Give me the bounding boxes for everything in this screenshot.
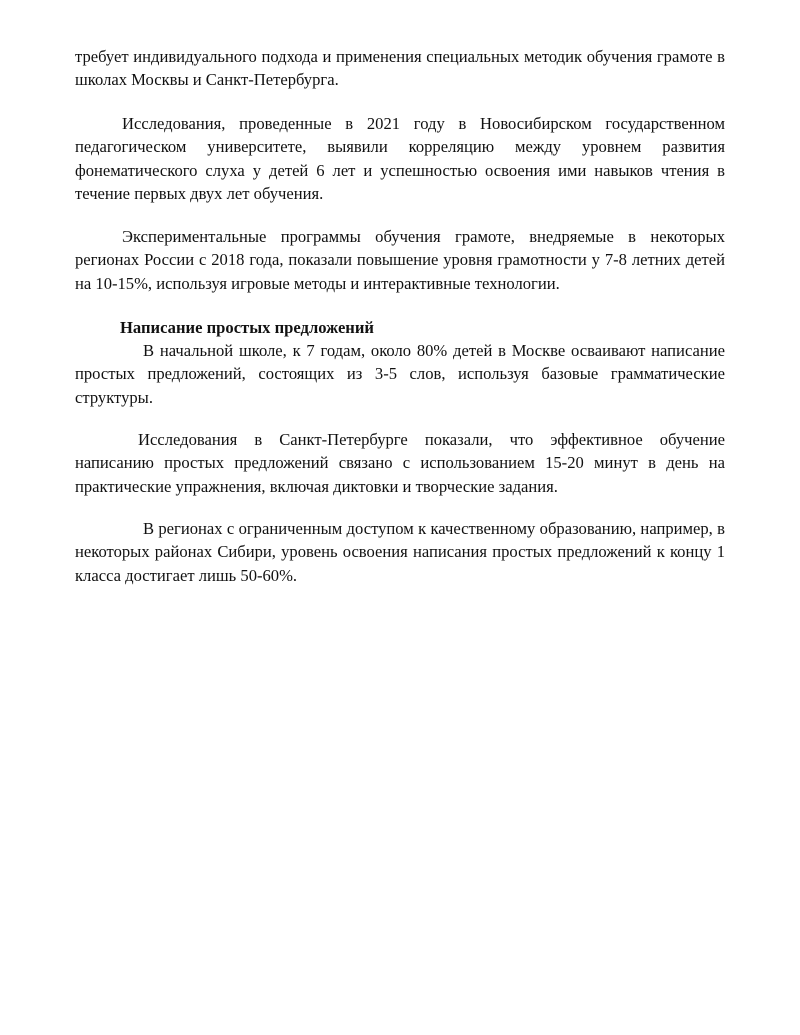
paragraph-experimental-programs: Экспериментальные программы обучения грамоте, внедряемые в некоторых регионах России с 2018 года, показали повышение уровня грамотности у 7-8 летних детей на 10-15%, используя игровые методы и интерактивные технологии. bbox=[75, 227, 725, 293]
paragraph-siberia-regions: В регионах с ограниченным доступом к качественному образованию, например, в некоторых районах Сибири, уровень освоения написания простых предложений к концу 1 класса достигает лишь 50-60%. bbox=[75, 519, 725, 585]
section-heading: Написание простых предложений bbox=[120, 318, 374, 337]
paragraph-novosibirsk-research: Исследования, проведенные в 2021 году в Новосибирском государственном педагогическом университете, выявили корреляцию между уровнем развития фонематического слуха у детей 6 лет и успешностью освоения ими навыков чтения в течение первых двух лет обучения. bbox=[75, 114, 725, 203]
paragraph-continuation: требует индивидуального подхода и применения специальных методик обучения грамоте в школах Москвы и Санкт-Петербурга. bbox=[75, 47, 725, 90]
paragraph-spb-research: Исследования в Санкт-Петербурге показали, что эффективное обучение написанию простых предложений связано с использованием 15-20 минут в день на практические упражнения, включая диктовки и творческие задания. bbox=[75, 430, 725, 496]
paragraph-moscow-writing: В начальной школе, к 7 годам, около 80% детей в Москве осваивают написание простых предложений, состоящих из 3-5 слов, используя базовые грамматические структуры. bbox=[75, 341, 725, 407]
